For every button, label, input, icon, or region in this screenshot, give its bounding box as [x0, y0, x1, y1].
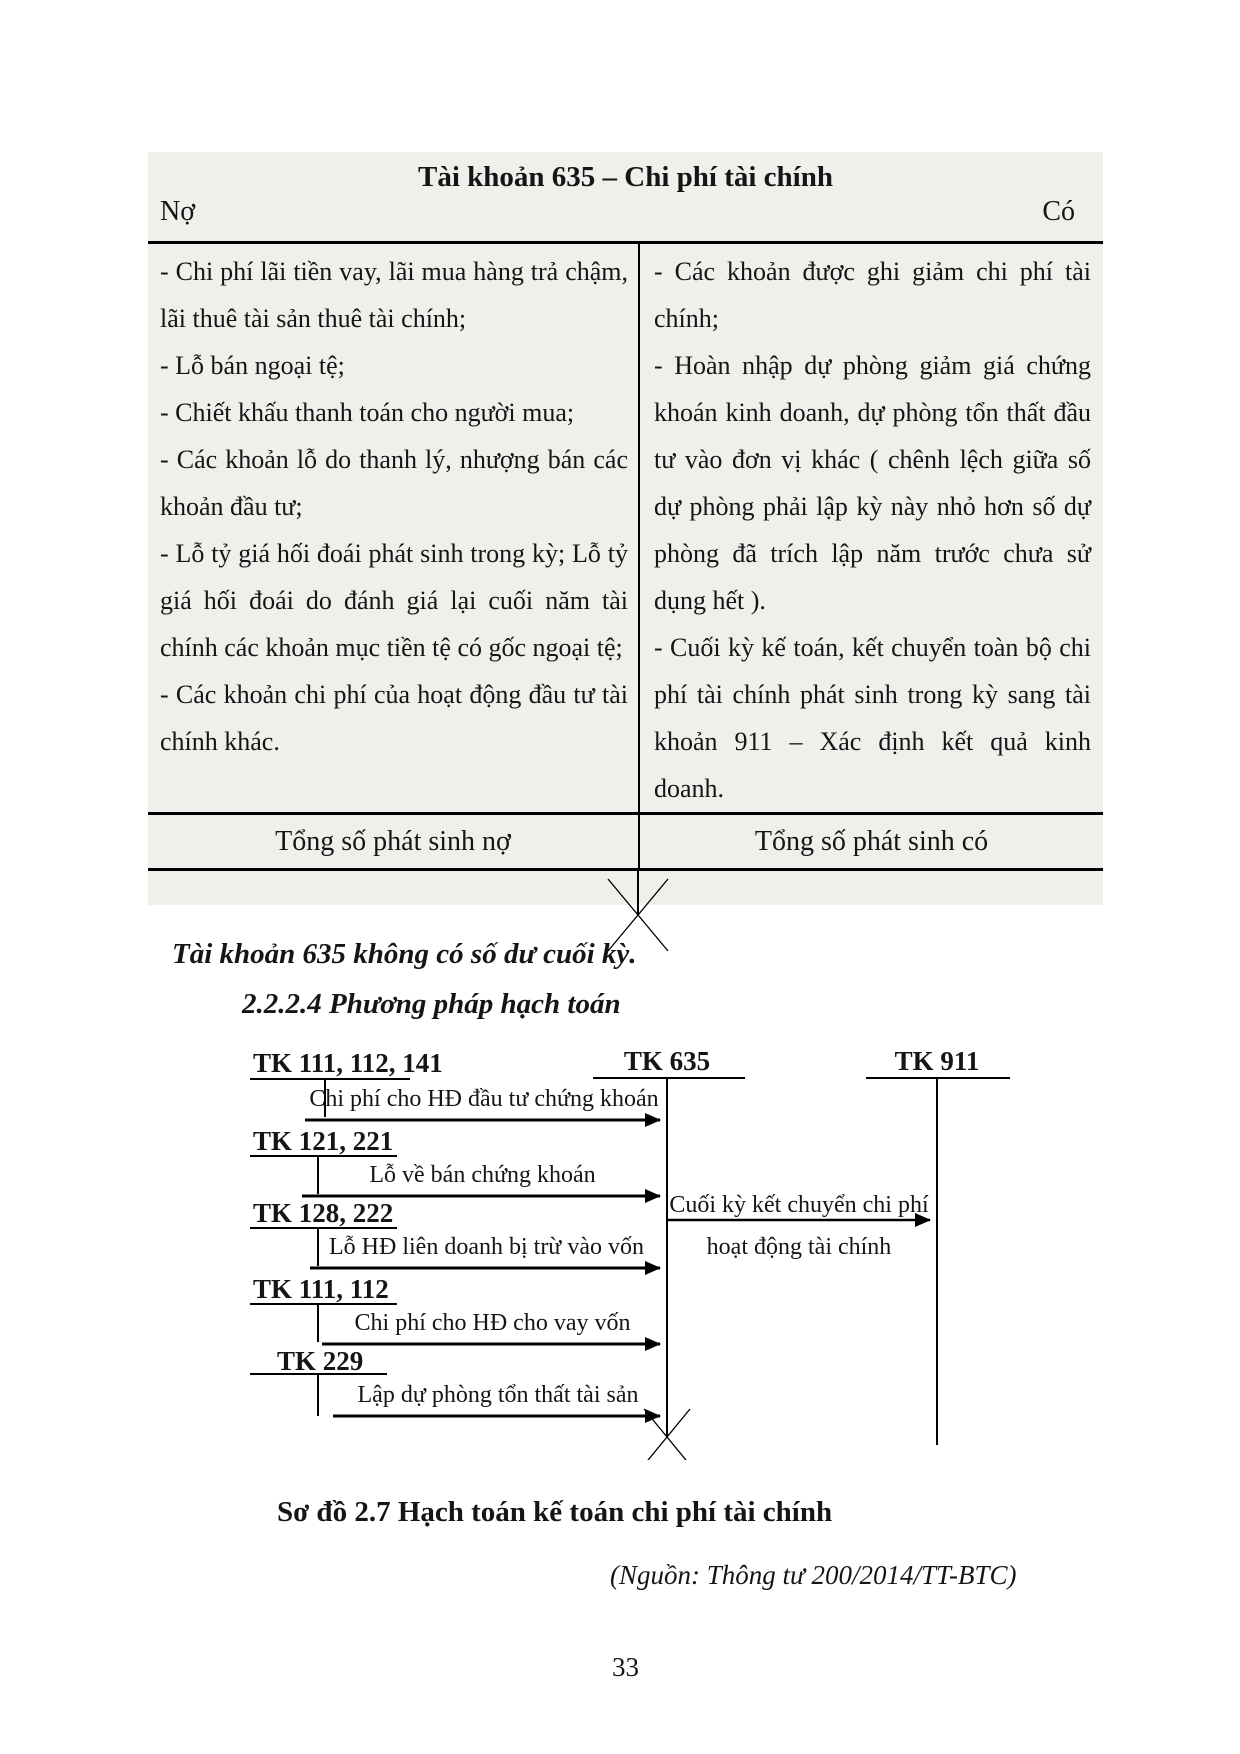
credit-item: - Hoàn nhập dự phòng giảm giá chứng khoán kinh doanh, dự phòng tổn thất đầu tư vào đơn vị khác ( chênh lệch giữa số dự phòng phải lập kỳ này nhỏ hơn số dự phòng đã trích lập năm trước chưa sử dụng hết ). [654, 351, 1091, 615]
diagram-caption: Sơ đồ 2.7 Hạch toán kế toán chi phí tài chính [277, 1496, 833, 1528]
flow-label-joint-venture-loss: Lỗ HĐ liên doanh bị trừ vào vốn [329, 1234, 644, 1260]
debit-item: - Các khoản lỗ do thanh lý, nhượng bán các khoản đầu tư; [160, 445, 628, 521]
credit-item: - Các khoản được ghi giảm chi phí tài chính; [654, 257, 1091, 333]
debit-item: - Chi phí lãi tiền vay, lãi mua hàng trả chậm, lãi thuê tài sản thuê tài chính; [160, 257, 628, 333]
debit-column [148, 244, 638, 812]
tk911-t-line [866, 1078, 1010, 1445]
section-heading: 2.2.2.4 Phương pháp hạch toán [242, 988, 621, 1020]
diagram-source: (Nguồn: Thông tư 200/2014/TT-BTC) [610, 1560, 1017, 1590]
debit-item: - Các khoản chi phí của hoạt động đầu tư tài chính khác. [160, 680, 628, 756]
debit-side-label: Nợ [160, 196, 196, 227]
credit-item: - Cuối kỳ kế toán, kết chuyển toàn bộ chi phí tài chính phát sinh trong kỳ sang tài khoản 911 – Xác định kết quả kinh doanh. [654, 633, 1091, 803]
transfer-label-line2: hoạt động tài chính [706, 1234, 892, 1260]
transfer-label-line1: Cuối kỳ kết chuyển chi phí [669, 1192, 929, 1218]
debit-item: - Chiết khấu thanh toán cho người mua; [160, 398, 575, 427]
t-account-title: Tài khoản 635 – Chi phí tài chính [417, 161, 833, 193]
credit-side-label: Có [1042, 196, 1075, 227]
flow-label-provision: Lập dự phòng tổn thất tài sản [357, 1382, 639, 1408]
account-code-128-222: TK 128, 222 [253, 1198, 394, 1228]
page-number: 33 [612, 1652, 639, 1682]
account-code-111-112-141: TK 111, 112, 141 [253, 1048, 443, 1078]
no-balance-note: Tài khoản 635 không có số dư cuối kỳ. [172, 938, 637, 970]
table-body [148, 244, 1103, 812]
totals-row [148, 815, 1103, 868]
debit-item: - Lỗ bán ngoại tệ; [160, 351, 345, 380]
flow-label-investment-expense: Chi phí cho HĐ đầu tư chứng khoán [309, 1086, 659, 1112]
t-account-table [148, 152, 1103, 905]
account-code-635: TK 635 [623, 1046, 711, 1076]
account-code-911: TK 911 [894, 1046, 980, 1076]
account-code-229: TK 229 [277, 1346, 364, 1376]
flow-label-lending-expense: Chi phí cho HĐ cho vay vốn [354, 1310, 631, 1336]
flow-label-securities-loss: Lỗ về bán chứng khoán [369, 1162, 596, 1188]
debit-item: - Lỗ tỷ giá hối đoái phát sinh trong kỳ; Lỗ tỷ giá hối đoái do đánh giá lại cuối năm tài chính các khoản mục tiền tệ có gốc ngoại tệ; [160, 539, 628, 662]
account-code-111-112: TK 111, 112 [253, 1274, 389, 1304]
credit-column [638, 244, 1103, 812]
account-code-121-221: TK 121, 221 [253, 1126, 394, 1156]
credit-total: Tổng số phát sinh có [638, 815, 1103, 868]
debit-total: Tổng số phát sinh nợ [275, 826, 511, 857]
